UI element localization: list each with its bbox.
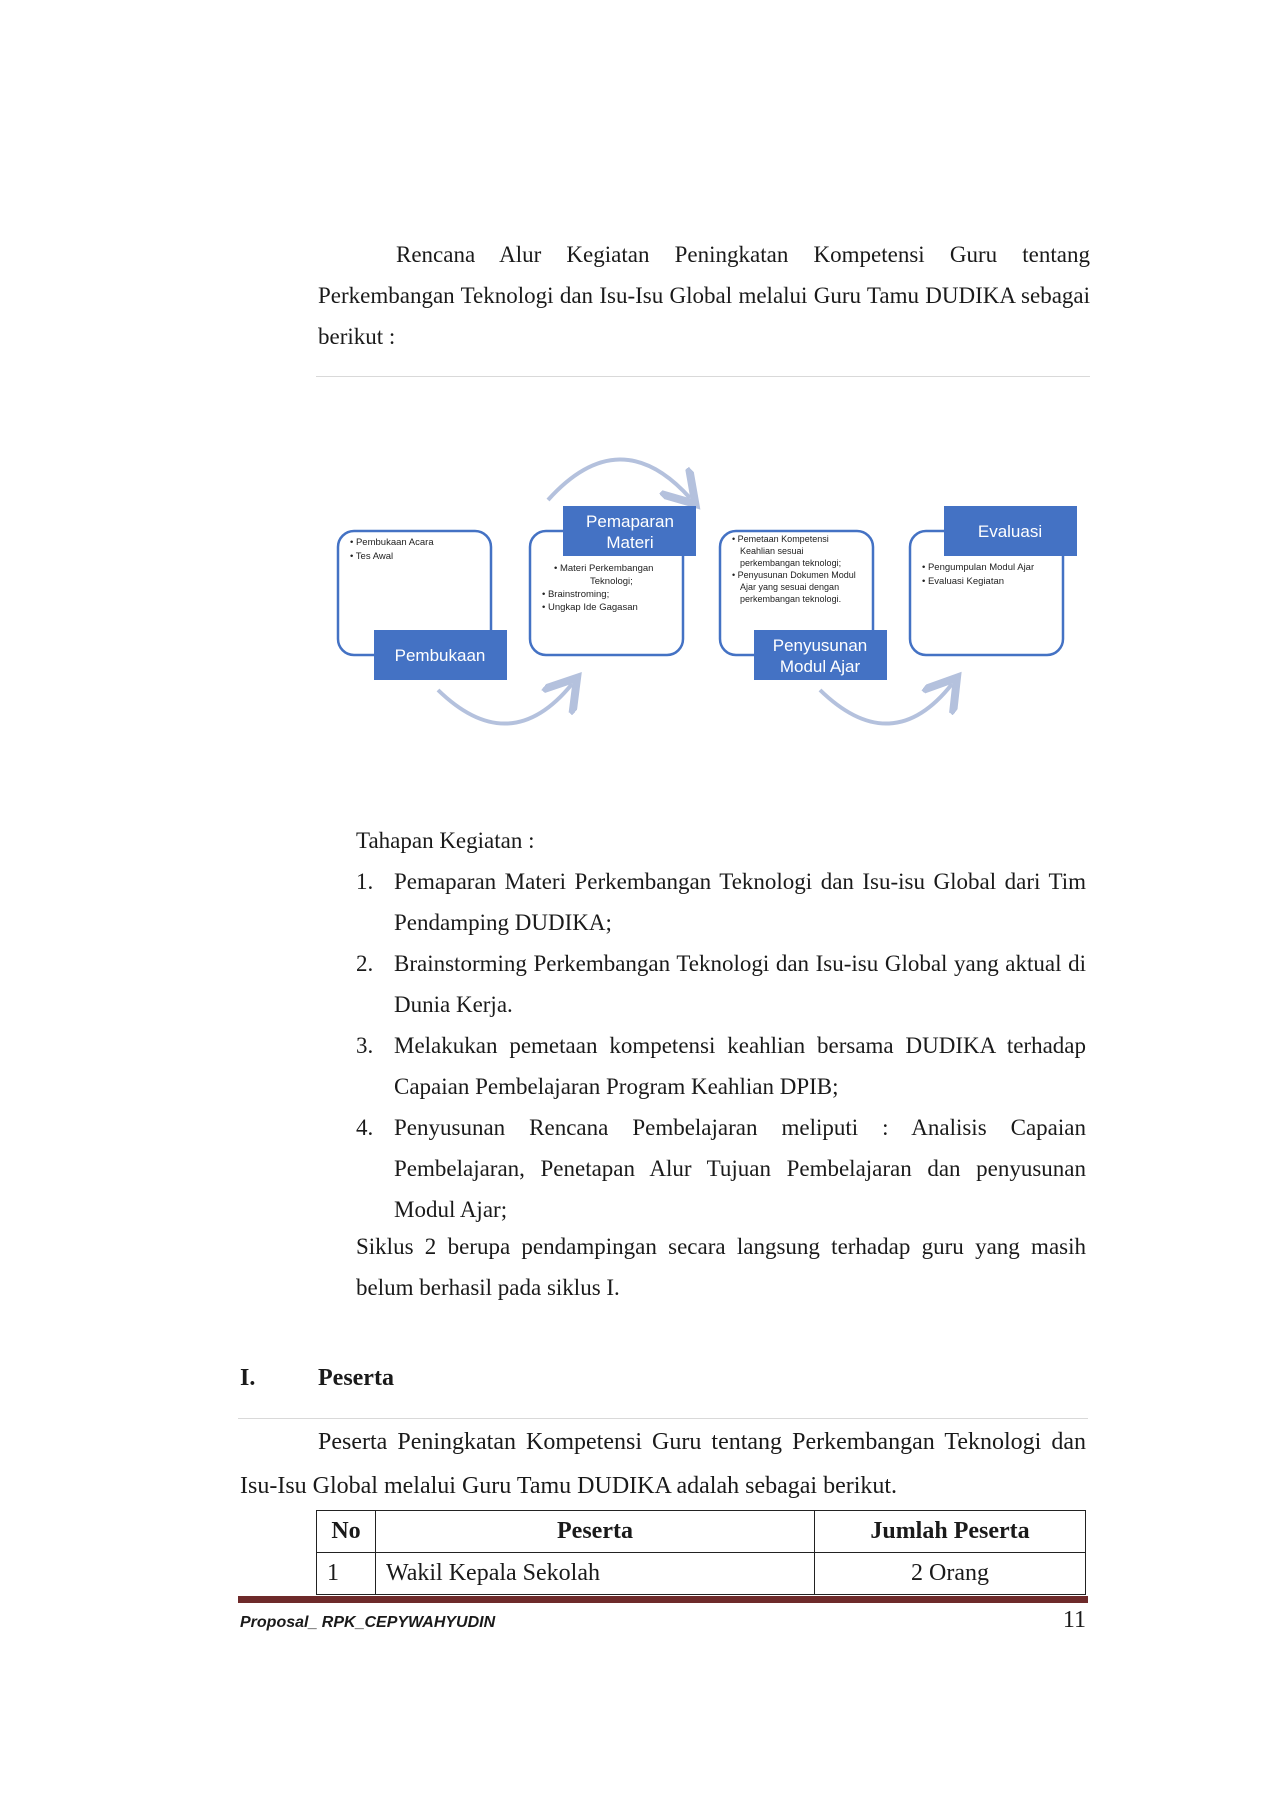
stage-bullet: • Ungkap Ide Gagasan bbox=[542, 602, 638, 613]
stage-bullet: • Pengumpulan Modul Ajar bbox=[922, 562, 1035, 573]
stage-label: Modul Ajar bbox=[779, 657, 861, 676]
stage-bullet: • Pembukaan Acara bbox=[350, 537, 434, 548]
page-number: 11 bbox=[1062, 1607, 1086, 1633]
stage-bullet: • Evaluasi Kegiatan bbox=[922, 576, 1005, 587]
stage-pembukaan bbox=[338, 531, 507, 680]
siklus-paragraph: Siklus 2 berupa pendampingan secara langsung terhadap guru yang masih belum berhasil pada siklus I. bbox=[356, 1234, 1086, 1300]
table-header: Peserta bbox=[376, 1511, 815, 1553]
section-number: I. bbox=[240, 1365, 256, 1391]
tahapan-title: Tahapan Kegiatan : bbox=[356, 828, 535, 853]
stage-bullet: • Tes Awal bbox=[350, 551, 394, 562]
stage-bullet: • Brainstroming; bbox=[542, 589, 610, 600]
stage-label: Materi bbox=[606, 533, 654, 552]
table-cell: 2 Orang bbox=[815, 1553, 1086, 1595]
stage-bullet: perkembangan teknologi; bbox=[740, 558, 842, 568]
tahapan-list bbox=[356, 861, 1086, 1230]
stage-bullet: • Penyusunan Dokumen Modul bbox=[732, 570, 856, 580]
stage-bullet: • Materi Perkembangan bbox=[554, 563, 654, 574]
stage-label: Pemaparan bbox=[586, 512, 674, 531]
arrow-1-to-2 bbox=[438, 684, 572, 724]
stage-evaluasi bbox=[910, 506, 1077, 655]
stage-label: Penyusunan bbox=[772, 636, 868, 655]
divider bbox=[316, 376, 1090, 377]
list-item: 2. Brainstorming Perkembangan Teknologi dan Isu-isu Global yang aktual di Dunia Kerja. bbox=[356, 951, 1086, 1017]
activity-flow-diagram bbox=[310, 440, 1100, 740]
intro-paragraph: Rencana Alur Kegiatan Peningkatan Kompetensi Guru tentang Perkembangan Teknologi dan Isu-Isu Global melalui Guru Tamu DUDIKA sebagai berikut : bbox=[318, 242, 1090, 349]
footer-label: Proposal_ RPK_CEPYWAHYUDIN bbox=[240, 1614, 496, 1631]
stage-bullet: Teknologi; bbox=[590, 576, 633, 587]
arrow-2-to-3 bbox=[548, 459, 690, 500]
table-row bbox=[317, 1553, 1086, 1595]
table-header-row bbox=[317, 1511, 1086, 1553]
list-item: 1. Pemaparan Materi Perkembangan Teknologi dan Isu-isu Global dari Tim Pendamping DUDIKA; bbox=[356, 869, 1086, 935]
peserta-table bbox=[316, 1510, 1086, 1595]
stage-bullet: • Pemetaan Kompetensi bbox=[732, 534, 829, 544]
divider bbox=[238, 1418, 1088, 1419]
table-cell: 1 bbox=[317, 1553, 376, 1595]
footer-bar bbox=[238, 1596, 1088, 1603]
stage-bullet: Keahlian sesuai bbox=[740, 546, 804, 556]
stage-pemaparan-materi bbox=[530, 506, 696, 655]
stage-bullet: Ajar yang sesuai dengan bbox=[740, 582, 840, 592]
table-cell: Wakil Kepala Sekolah bbox=[376, 1553, 815, 1595]
list-item: 3. Melakukan pemetaan kompetensi keahlian bersama DUDIKA terhadap Capaian Pembelajaran Program Keahlian DPIB; bbox=[356, 1033, 1086, 1099]
section-title: Peserta bbox=[318, 1365, 394, 1391]
table-header: No bbox=[317, 1511, 376, 1553]
table-header: Jumlah Peserta bbox=[815, 1511, 1086, 1553]
stage-penyusunan-modul-ajar bbox=[720, 531, 887, 680]
stage-bullet: perkembangan teknologi. bbox=[740, 594, 842, 604]
stage-label: Evaluasi bbox=[977, 522, 1043, 541]
arrow-3-to-4 bbox=[820, 684, 952, 724]
stage-label: Pembukaan bbox=[394, 646, 486, 665]
list-item: 4. Penyusunan Rencana Pembelajaran meliputi : Analisis Capaian Pembelajaran, Penetapan Alur Tujuan Pembelajaran dan penyusunan Modul Ajar; bbox=[356, 1115, 1086, 1222]
peserta-intro: Peserta Peningkatan Kompetensi Guru tentang Perkembangan Teknologi dan Isu-Isu Global melalui Guru Tamu DUDIKA adalah sebagai berikut. bbox=[240, 1429, 1086, 1499]
